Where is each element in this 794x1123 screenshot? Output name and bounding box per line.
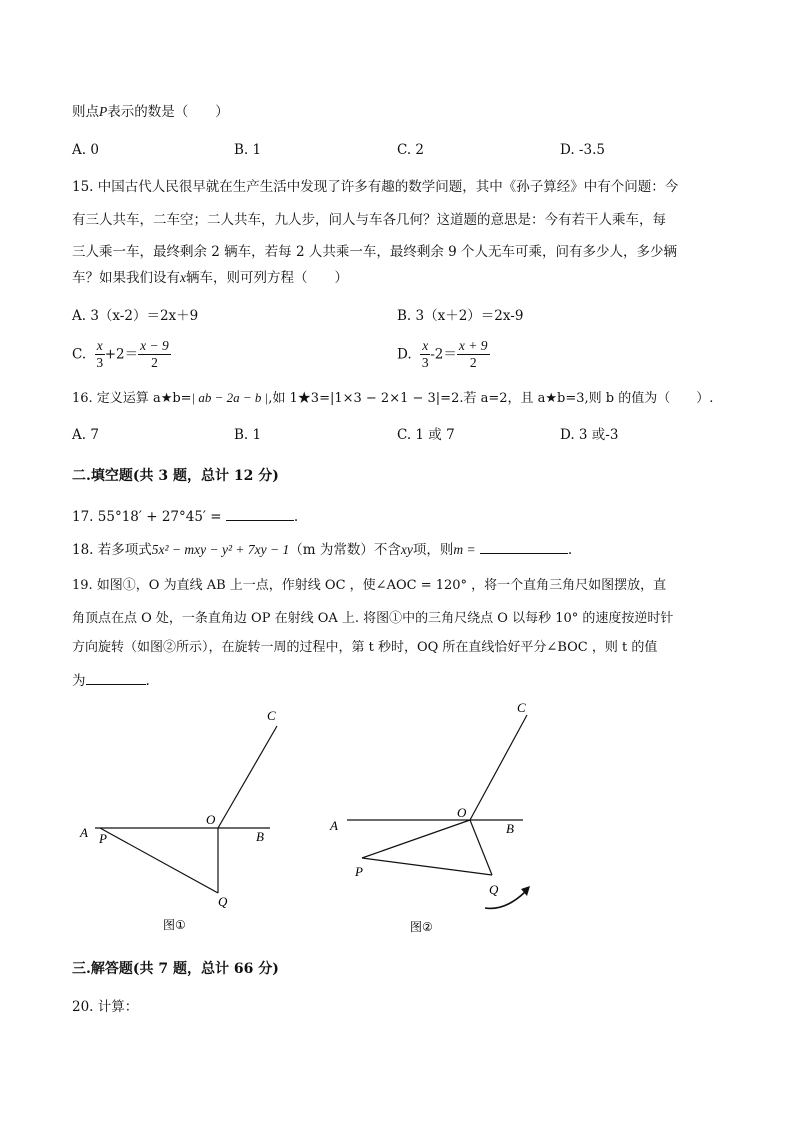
q15-var: x xyxy=(180,270,186,285)
q18-term: xy xyxy=(400,542,413,557)
q15-option-d-frac1: $\frac{x}{3}$ xyxy=(421,338,429,370)
q16-abs-expr: | ab − 2a − b | xyxy=(191,390,269,405)
q15-option-c-frac1: $\frac{x}{3}$ xyxy=(96,338,104,370)
q17-stem xyxy=(72,506,298,526)
q15-line3: 三人乘一车，最终剩余 2 辆车，若每 2 人共乘一车，最终剩余 9 个人无车可乘，问有多少人，多少辆 xyxy=(72,244,678,260)
fig2-label-a: A xyxy=(330,818,338,833)
q14-option-a: A. 0 xyxy=(72,142,99,158)
q14-option-d: D. -3.5 xyxy=(560,142,605,158)
q16-text: 16. 定义运算 a★b= xyxy=(72,391,192,406)
q16-stem xyxy=(72,389,713,408)
fig1-label-p: P xyxy=(99,831,107,846)
fig1-label-c: C xyxy=(267,708,276,723)
q16-option-c: C. 1 或 7 xyxy=(397,427,455,443)
fig1-caption: 图① xyxy=(163,918,186,932)
q18-polynomial: 5x² − mxy − y² + 7xy − 1 xyxy=(151,542,290,557)
q14-option-c: C. 2 xyxy=(397,142,425,158)
fig1-label-b: B xyxy=(256,829,264,844)
fig1-label-o: O xyxy=(206,812,216,827)
fig2-caption: 图② xyxy=(410,920,433,934)
q15-option-c xyxy=(72,338,171,371)
fig2-label-c: C xyxy=(517,700,526,715)
q14-text: 则点 xyxy=(72,104,99,120)
section-3-heading: 三.解答题(共 7 题，总计 66 分) xyxy=(72,961,279,977)
q14-text-end: 表示的数是（ ） xyxy=(107,104,229,120)
q15-line4-text: 车？如果我们设有 xyxy=(72,270,180,286)
q19-line4-text: 为 xyxy=(72,673,86,689)
fig2-side-oq xyxy=(470,820,492,875)
q17-end: . xyxy=(293,509,299,525)
q15-line2: 有三人共车，二车空；二人共车，九人步，问人与车各几何？这道题的意思是：今有若干人乘车，每 xyxy=(72,212,666,228)
fig1-label-a: A xyxy=(80,825,88,840)
q19-line1: 19. 如图①，O 为直线 AB 上一点，作射线 OC ，使∠AOC = 120° ，将一个直角三角尺如图摆放，直 xyxy=(72,578,667,593)
fig2-label-b: B xyxy=(506,821,514,836)
fig2-side-pq xyxy=(362,858,492,875)
q19-answer-blank[interactable] xyxy=(86,670,146,685)
q17-text: 17. 55°18′ + 27°45′ = xyxy=(72,509,222,525)
q18-text-c: 项，则 xyxy=(412,542,454,558)
figure-1 xyxy=(70,700,310,940)
q18-end: . xyxy=(567,542,573,558)
q15-option-c-mid: +2＝ xyxy=(104,346,139,363)
fig1-label-q: Q xyxy=(218,894,228,909)
q18-stem xyxy=(72,539,572,559)
q18-lhs: m = xyxy=(453,542,476,557)
q19-line2: 角顶点在点 O 处，一条直角边 OP 在射线 OA 上. 将图①中的三角尺绕点 O 以每秒 10° 的速度按逆时针 xyxy=(72,611,674,626)
q16-option-a: A. 7 xyxy=(72,427,99,443)
fig2-label-q: Q xyxy=(489,882,499,897)
section-2-heading: 二.填空题(共 3 题，总计 12 分) xyxy=(72,468,279,484)
q15-option-d xyxy=(397,338,490,371)
fig2-ray-oc xyxy=(470,715,527,820)
q18-answer-blank[interactable] xyxy=(480,539,568,554)
figure-2 xyxy=(325,695,565,940)
fig1-side-pq xyxy=(100,828,218,893)
q15-option-d-frac2: $\frac{x + 9}{2}$ xyxy=(458,338,488,370)
q17-answer-blank[interactable] xyxy=(226,506,294,521)
fig2-label-p: P xyxy=(355,864,363,879)
q16-option-d: D. 3 或-3 xyxy=(560,427,619,443)
q15-line4 xyxy=(72,269,348,287)
fig2-side-op xyxy=(362,820,470,858)
q15-line4-end: 辆车，则可列方程（ ） xyxy=(186,270,348,286)
q16-text-end: ,如 1★3=|1×3 − 2×1 − 3|=2.若 a=2，且 a★b=3,则 b 的值为（ ）. xyxy=(268,391,714,406)
q20-stem: 20. 计算： xyxy=(72,999,139,1015)
q19-line4 xyxy=(72,670,150,690)
q14-var: P xyxy=(99,104,108,119)
fig1-ray-oc xyxy=(218,726,277,828)
q14-stem xyxy=(72,103,229,121)
q15-option-a: A. 3（x-2）＝2x＋9 xyxy=(72,308,199,324)
q19-line3: 方向旋转（如图②所示），在旋转一周的过程中，第 t 秒时，OQ 所在直线恰好平分∠BOC ，则 t 的值 xyxy=(72,640,658,655)
q16-option-b: B. 1 xyxy=(234,427,262,443)
q19-line4-end: . xyxy=(145,673,150,689)
q14-option-b: B. 1 xyxy=(234,142,262,158)
q15-option-c-frac2: $\frac{x - 9}{2}$ xyxy=(140,338,169,370)
q15-option-d-mid: -2＝ xyxy=(430,346,457,363)
q15-option-b: B. 3（x＋2）＝2x-9 xyxy=(397,308,524,324)
q15-option-d-label: D. xyxy=(397,346,412,363)
q15-option-c-label: C. xyxy=(72,346,87,363)
fig2-label-o: O xyxy=(457,805,467,820)
q18-text: 18. 若多项式 xyxy=(72,542,152,558)
q18-text-mid: （m 为常数）不含 xyxy=(289,542,401,558)
q15-line1: 15. 中国古代人民很早就在生产生活中发现了许多有趣的数学问题，其中《孙子算经》中有个问题：今 xyxy=(72,179,679,195)
